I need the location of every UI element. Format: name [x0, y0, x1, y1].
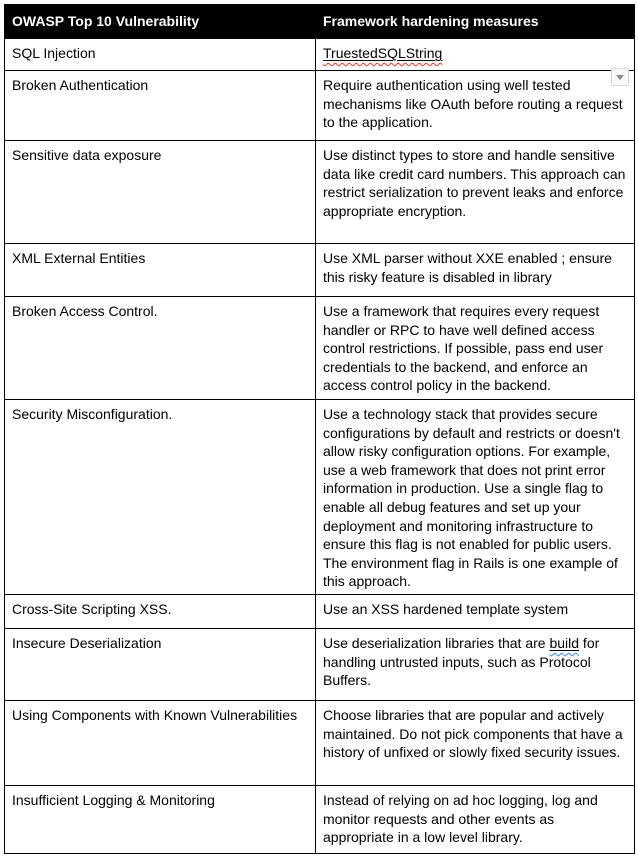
measure-cell[interactable]: Choose libraries that are popular and actively maintained. Do not pick components that have a history of unfixed or slowly fixed security issues.: [316, 701, 635, 786]
table-row-sensitive-data-exposure: [5, 141, 635, 244]
measure-cell[interactable]: Require authentication using well tested mechanisms like OAuth before routing a request to the application.: [316, 71, 635, 141]
table-header-row: [5, 5, 635, 39]
measure-cell[interactable]: Instead of relying on ad hoc logging, log and monitor requests and other events as appropriate in a low level library.: [316, 786, 635, 854]
vulnerability-cell[interactable]: Broken Authentication: [5, 71, 316, 141]
vulnerability-table: [4, 4, 635, 854]
vulnerability-cell[interactable]: Security Misconfiguration.: [5, 400, 316, 595]
grammar-flagged-word-wrapper: [549, 635, 579, 651]
measure-cell[interactable]: Use a technology stack that provides secure configurations by default and restricts or doesn't allow risky configuration options. For example, use a web framework that does not print error information in production. Use a single flag to enable all debug features and set up your deployment and monitoring infrastructure to ensure this flag is not enabled for public users. The environment flag in Rails is one example of this approach.: [316, 400, 635, 595]
vulnerability-cell[interactable]: Insufficient Logging & Monitoring: [5, 786, 316, 854]
header-measures-column[interactable]: Framework hardening measures: [316, 5, 635, 39]
table-row-sql-injection: [5, 39, 635, 71]
table-row-xml-external-entities: [5, 244, 635, 297]
table-row-insufficient-logging: [5, 786, 635, 854]
measure-cell[interactable]: Use a framework that requires every request handler or RPC to have well defined access control restrictions. If possible, pass end user credentials to the backend, and enforce an access control policy in the backend.: [316, 297, 635, 400]
grammar-flagged-word: build: [549, 635, 580, 651]
table-row-cross-site-scripting: [5, 595, 635, 629]
cell-dropdown-button[interactable]: [611, 68, 629, 86]
header-vulnerability-column[interactable]: OWASP Top 10 Vulnerability: [5, 5, 316, 39]
measure-cell[interactable]: Use XML parser without XXE enabled ; ensure this risky feature is disabled in library: [316, 244, 635, 297]
measure-cell[interactable]: Use distinct types to store and handle sensitive data like credit card numbers. This approach can restrict serialization to prevent leaks and enforce appropriate encryption.: [316, 141, 635, 244]
underlined-text: TruestedSQLString: [323, 45, 443, 61]
measure-cell[interactable]: Use an XSS hardened template system: [316, 595, 635, 629]
table-row-security-misconfiguration: [5, 400, 635, 595]
misspelled-word-wrapper: [323, 45, 442, 61]
vulnerability-cell[interactable]: SQL Injection: [5, 39, 316, 71]
measure-text-after: for handling untrusted inputs, such as Protocol Buffers.: [323, 635, 600, 689]
vulnerability-cell[interactable]: Using Components with Known Vulnerabilities: [5, 701, 316, 786]
vulnerability-cell[interactable]: Insecure Deserialization: [5, 629, 316, 701]
measure-cell[interactable]: [316, 39, 635, 71]
table-row-broken-authentication: [5, 71, 635, 141]
vulnerability-cell[interactable]: XML External Entities: [5, 244, 316, 297]
dropdown-arrow-icon: [616, 75, 624, 80]
table-row-insecure-deserialization: [5, 629, 635, 701]
vulnerability-cell[interactable]: Sensitive data exposure: [5, 141, 316, 244]
measure-cell[interactable]: [316, 629, 635, 701]
table-row-known-vulnerable-components: [5, 701, 635, 786]
vulnerability-cell[interactable]: Cross-Site Scripting XSS.: [5, 595, 316, 629]
vulnerability-cell[interactable]: Broken Access Control.: [5, 297, 316, 400]
table-row-broken-access-control: [5, 297, 635, 400]
measure-text-before: Use deserialization libraries that are: [323, 635, 550, 651]
